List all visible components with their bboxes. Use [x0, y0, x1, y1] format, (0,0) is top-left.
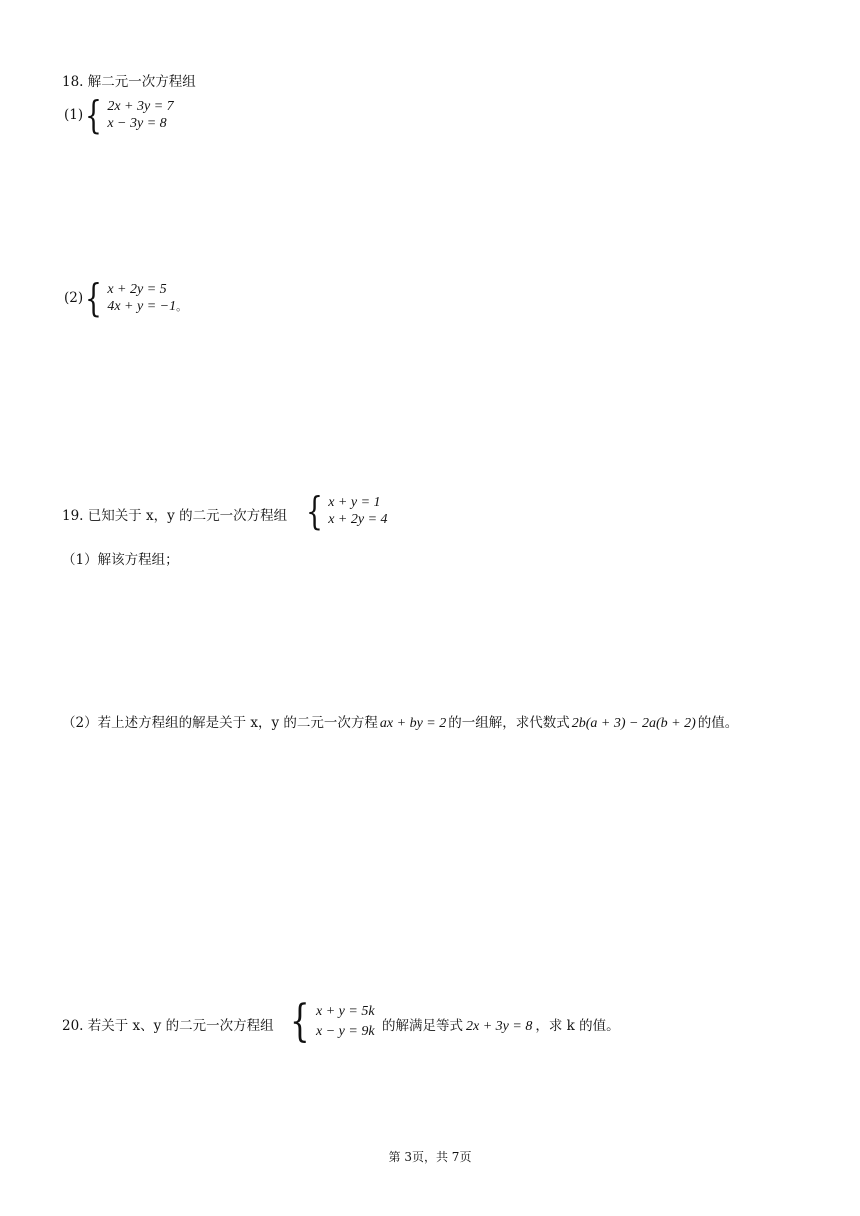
- left-brace-icon: {: [306, 489, 323, 533]
- equation: x − 3y = 8: [107, 116, 167, 131]
- period: 。: [176, 300, 188, 313]
- equation: 4x + y = −1。: [107, 298, 188, 314]
- q18-part1-equations: [107, 98, 173, 132]
- equation: x + y = 1: [328, 495, 381, 510]
- q19-part2-expression: 2b(a + 3) − 2a(b + 2): [571, 716, 696, 731]
- q20-suffix: ，求 k 的值。: [535, 1018, 620, 1034]
- q19-part2-middle: 的一组解，求代数式: [448, 715, 570, 731]
- q18-part1-label: (1): [64, 107, 84, 123]
- q20-prefix: 20. 若关于 x、y 的二元一次方程组: [62, 1018, 274, 1034]
- q19-part2-equation: ax + by = 2: [379, 716, 447, 731]
- q18-title: 18. 解二元一次方程组: [62, 74, 196, 90]
- q19-part2-prefix: （2）若上述方程组的解是关于 x，y 的二元一次方程: [62, 715, 378, 731]
- equation: x + y = 5k: [316, 1004, 375, 1019]
- q18-part2-label: (2): [64, 290, 84, 306]
- q19-title: 19. 已知关于 x，y 的二元一次方程组: [62, 508, 288, 524]
- left-brace-icon: {: [290, 996, 310, 1047]
- left-brace-icon: {: [85, 276, 103, 320]
- q20-equations: [316, 1002, 375, 1042]
- q19-part1: （1）解该方程组；: [62, 552, 179, 568]
- q18-part1-system: [64, 93, 174, 137]
- page-footer: 第 3页，共 7页: [388, 1150, 472, 1164]
- q20-middle: 的解满足等式: [382, 1018, 463, 1034]
- q20-equation: 2x + 3y = 8: [466, 1019, 533, 1034]
- q19-part2-suffix: 的值。: [697, 715, 739, 731]
- equation: x + 2y = 5: [107, 281, 167, 297]
- q18-part2-equations: [107, 281, 187, 316]
- q19-part2: [62, 711, 738, 732]
- q19-equations: [328, 494, 387, 528]
- q20-tail: [382, 1014, 620, 1035]
- q20-system: [290, 996, 375, 1047]
- left-brace-icon: {: [85, 93, 103, 137]
- q18-part2-system: [64, 276, 188, 320]
- equation: 2x + 3y = 7: [107, 99, 174, 114]
- equation: x + 2y = 4: [328, 512, 388, 527]
- equation: x − y = 9k: [316, 1024, 375, 1039]
- q19-system: [306, 489, 388, 533]
